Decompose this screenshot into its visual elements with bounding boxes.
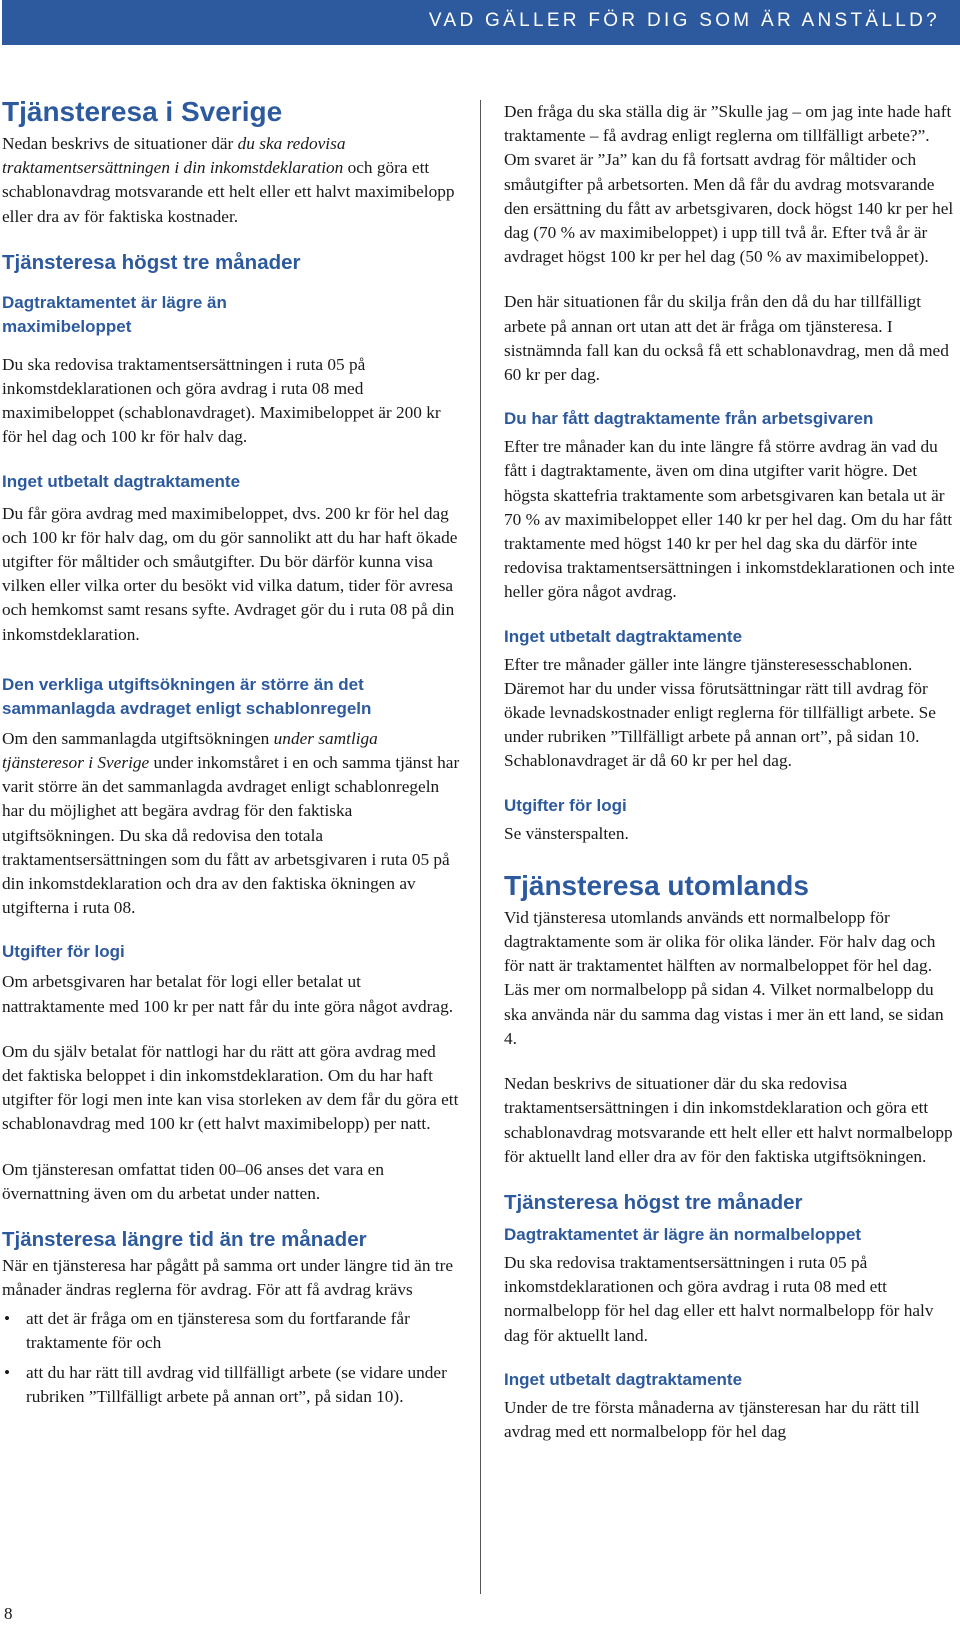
paragraph: Under de tre första månaderna av tjänsteresan har du rätt till avdrag med ett normalbelopp för hel dag [504, 1397, 920, 1441]
page-number: 8 [4, 1604, 13, 1623]
title-tjansteresa-sverige: Tjänsteresa i Sverige [2, 96, 283, 127]
paragraph: Om arbetsgivaren har betalat för logi eller betalat ut nattraktamente med 100 kr per natt får du inte göra något avdrag. [2, 972, 454, 1016]
title-tjansteresa-utomlands: Tjänsteresa utomlands [504, 869, 809, 901]
paragraph: Efter tre månader gäller inte längre tjänsteresesschablonen. Däremot har du under vissa förutsättningar rätt till avdrag för ökade levnadskostnader enligt reglerna för tillfälligt arbete. Se under rubriken ”Tillfälligt arbete på annan ort”, på sidan 10. Schablonavdraget är då 60 kr per hel dag. [504, 654, 936, 771]
header-bar [2, 0, 960, 45]
paragraph: Du får göra avdrag med maximibeloppet, dvs. 200 kr för hel dag och 100 kr för halv dag, om du gör sannolikt att du har haft ökade utgifter för måltider och småutgifter. Du bör därför kunna visa vilken eller vilka orter du besökt vid vilka datum, tider för avresa och hemkomst samt resans syfte. Avdraget gör du i ruta 08 på din inkomstdeklaration. [2, 503, 458, 644]
subheading-inget-utbetalt: Inget utbetalt dagtraktamente [504, 626, 743, 646]
subheading-utgifter-for-logi: Utgifter för logi [504, 795, 627, 815]
column-divider [480, 100, 481, 1594]
paragraph: Den här situationen får du skilja från den då du har tillfälligt arbete på annan ort utan att det är fråga om tjänsteresa. I sistnämnda fall kan du också få ett schablonavdrag, men då med 60 kr per dag. [504, 292, 949, 385]
left-column [2, 92, 460, 1409]
subheading-utgifter-for-logi: Utgifter för logi [2, 942, 125, 962]
subheading-inget-utbetalt: Inget utbetalt dagtraktamente [504, 1369, 743, 1389]
heading-hogst-tre-manader: Tjänsteresa högst tre månader [504, 1190, 803, 1214]
paragraph: När en tjänsteresa har pågått på samma ort under längre tid än tre månader ändras reglerna för avdrag. För att få avdrag krävs [2, 1256, 454, 1300]
paragraph: Du ska redovisa traktamentsersättningen i ruta 05 på inkomstdeklarationen och göra avdrag i ruta 08 med ett normalbelopp för hel dag eller ett halvt normalbelopp för halv dag för aktuellt land. [504, 1252, 934, 1345]
subheading-lagre-an-maximibelopp: Dagtraktamentet är lägre än maximibeloppet [2, 292, 227, 336]
header-title: VAD GÄLLER FÖR DIG SOM ÄR ANSTÄLLD? [428, 10, 940, 31]
paragraph: Den fråga du ska ställa dig är ”Skulle jag – om jag inte hade haft traktamente – få avdrag enligt reglerna om tillfälligt arbete?”. Om svaret är ”Ja” kan du få fortsatt avdrag för måltider och småutgifter på arbetsorten. Men då får du avdrag motsvarande den ersättning du fått av arbetsgivaren, dock högst 140 kr per hel dag (70 % av maximibeloppet) i upp till två år. Efter två år är avdraget högst 100 kr per hel dag (50 % av maximibeloppet). [504, 102, 954, 267]
subheading-lagre-an-normalbelopp: Dagtraktamentet är lägre än normalbeloppet [504, 1224, 862, 1244]
paragraph: Om den sammanlagda utgiftsökningen under samtliga tjänsteresor i Sverige under inkomståret i en och samma tjänst har varit större än det sammanlagda avdraget enligt schablonregeln har du möjlighet att begära avdrag för den faktiska utgiftsökningen. Du ska då redovisa den totala traktamentsersättningen som du fått av arbetsgivaren i ruta 05 på din inkomstdeklaration och dra av den faktiska ökningen av utgifterna i ruta 08. [2, 728, 460, 918]
paragraph: Vid tjänsteresa utomlands används ett normalbelopp för dagtraktamente som är olika för olika länder. För halv dag och för natt är traktamentet hälften av normalbeloppet för hel dag. Läs mer om normalbelopp på sidan 4. Vilket normalbelopp du ska använda när du samma dag vistas i mer än ett land, se sidan 4. [504, 907, 944, 1048]
intro-paragraph: Nedan beskrivs de situationer där du ska redovisa traktamentsersättningen i din inkomstdeklaration och göra ett schablonavdrag motsvarande ett helt eller ett halvt maximibelopp eller dra av för faktiska kostnader. [2, 134, 455, 226]
subheading-verkliga-utgiftsokningen: Den verkliga utgiftsökningen är större än det sammanlagda avdraget enligt schablonregeln [2, 674, 372, 718]
heading-langre-an-tre-manader: Tjänsteresa längre tid än tre månader [2, 1228, 367, 1252]
subheading-inget-utbetalt: Inget utbetalt dagtraktamente [2, 471, 241, 491]
paragraph: Du ska redovisa traktamentsersättningen i ruta 05 på inkomstdeklarationen och göra avdrag i ruta 08 med maximibeloppet (schablonavdraget). Maximibeloppet är 200 kr för hel dag och 100 kr för halv dag. [2, 354, 441, 447]
list-item: • att du har rätt till avdrag vid tillfälligt arbete (se vidare under rubriken ”Tillfälligt arbete på annan ort”, på sidan 10). [2, 1361, 460, 1409]
paragraph: Nedan beskrivs de situationer där du ska redovisa traktamentsersättningen i din inkomstdeklaration och göra ett schablonavdrag motsvarande ett helt eller ett halvt normalbelopp för aktuellt land eller dra av för den faktiska utgiftsökningen. [504, 1074, 953, 1166]
heading-hogst-tre-manader: Tjänsteresa högst tre månader [2, 250, 301, 274]
paragraph: Om du själv betalat för nattlogi har du rätt att göra avdrag med det faktiska beloppet i din inkomstdeklaration. Om du har haft utgifter för logi men inte kan visa storleken av dem får du göra ett schablonavdrag med 100 kr (ett halvt maximibelopp) per natt. [2, 1041, 459, 1134]
bullet-list [2, 1307, 460, 1410]
list-item: • att det är fråga om en tjänsteresa som du fortfarande får traktamente för och [2, 1307, 460, 1355]
right-column [504, 100, 956, 1444]
paragraph: Om tjänsteresan omfattat tiden 00–06 anses det vara en övernattning även om du arbetat under natten. [2, 1159, 384, 1203]
paragraph: Efter tre månader kan du inte längre få större avdrag än vad du fått i dagtraktamente, även om dina utgifter varit högre. Det högsta skattefria traktamente som arbetsgivaren kan betala ut är 70 % av maximibeloppet eller 140 kr per hel dag. Om du har fått traktamente med högst 140 kr per hel dag ska du därför inte redovisa traktamentsersättningen i inkomstdeklarationen och inte heller göra något avdrag. [504, 437, 955, 602]
paragraph: Se vänsterspalten. [504, 823, 629, 843]
subheading-fatt-dagtraktamente: Du har fått dagtraktamente från arbetsgivaren [504, 409, 874, 429]
